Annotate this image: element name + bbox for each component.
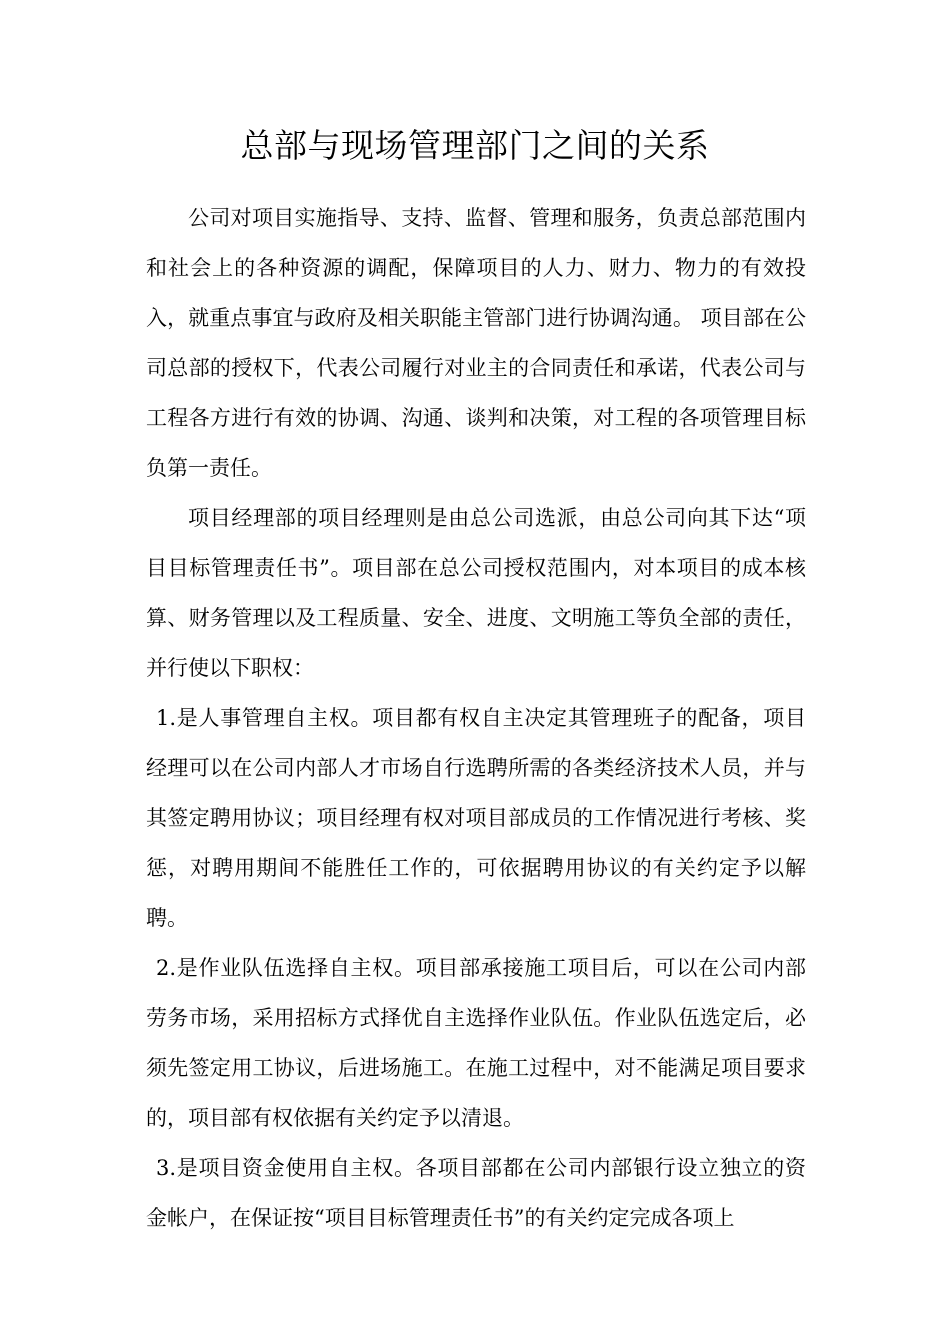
list-item-personnel-authority: 1.是人事管理自主权。项目都有权自主决定其管理班子的配备，项目经理可以在公司内部人才市场自行选聘所需的各类经济技术人员，并与其签定聘用协议；项目经理有权对项目部成员的工作情况进行考核、奖惩，对聘用期间不能胜任工作的，可依据聘用协议的有关约定予以解聘。 — [146, 706, 806, 930]
page-title: 总部与现场管理部门之间的关系 — [240, 126, 710, 165]
list-item-team-selection-authority: 2.是作业队伍选择自主权。项目部承接施工项目后，可以在公司内部劳务市场，采用招标方式择优自主选择作业队伍。作业队伍选定后，必须先签定用工协议，后进场施工。在施工过程中，对不能满足项目要求的，项目部有权依据有关约定予以清退。 — [146, 956, 806, 1130]
paragraph-project-manager: 项目经理部的项目经理则是由总公司选派，由总公司向其下达“项目目标管理责任书”。项目部在总公司授权范围内，对本项目的成本核算、财务管理以及工程质量、安全、进度、文明施工等负全部的责任，并行使以下职权： — [146, 506, 806, 680]
paragraph-headquarters-role: 公司对项目实施指导、支持、监督、管理和服务，负责总部范围内和社会上的各种资源的调配，保障项目的人力、财力、物力的有效投入，就重点事宜与政府及相关职能主管部门进行协调沟通。 项目部在公司总部的授权下，代表公司履行对业主的合同责任和承诺，代表公司与工程各方进行有效的协调、沟通、谈判和决策，对工程的各项管理目标负第一责任。 — [146, 206, 806, 480]
document-body — [146, 193, 806, 1243]
list-item-fund-usage-authority: 3.是项目资金使用自主权。各项目部都在公司内部银行设立独立的资金帐户，在保证按“项目目标管理责任书”的有关约定完成各项上 — [146, 1156, 806, 1230]
